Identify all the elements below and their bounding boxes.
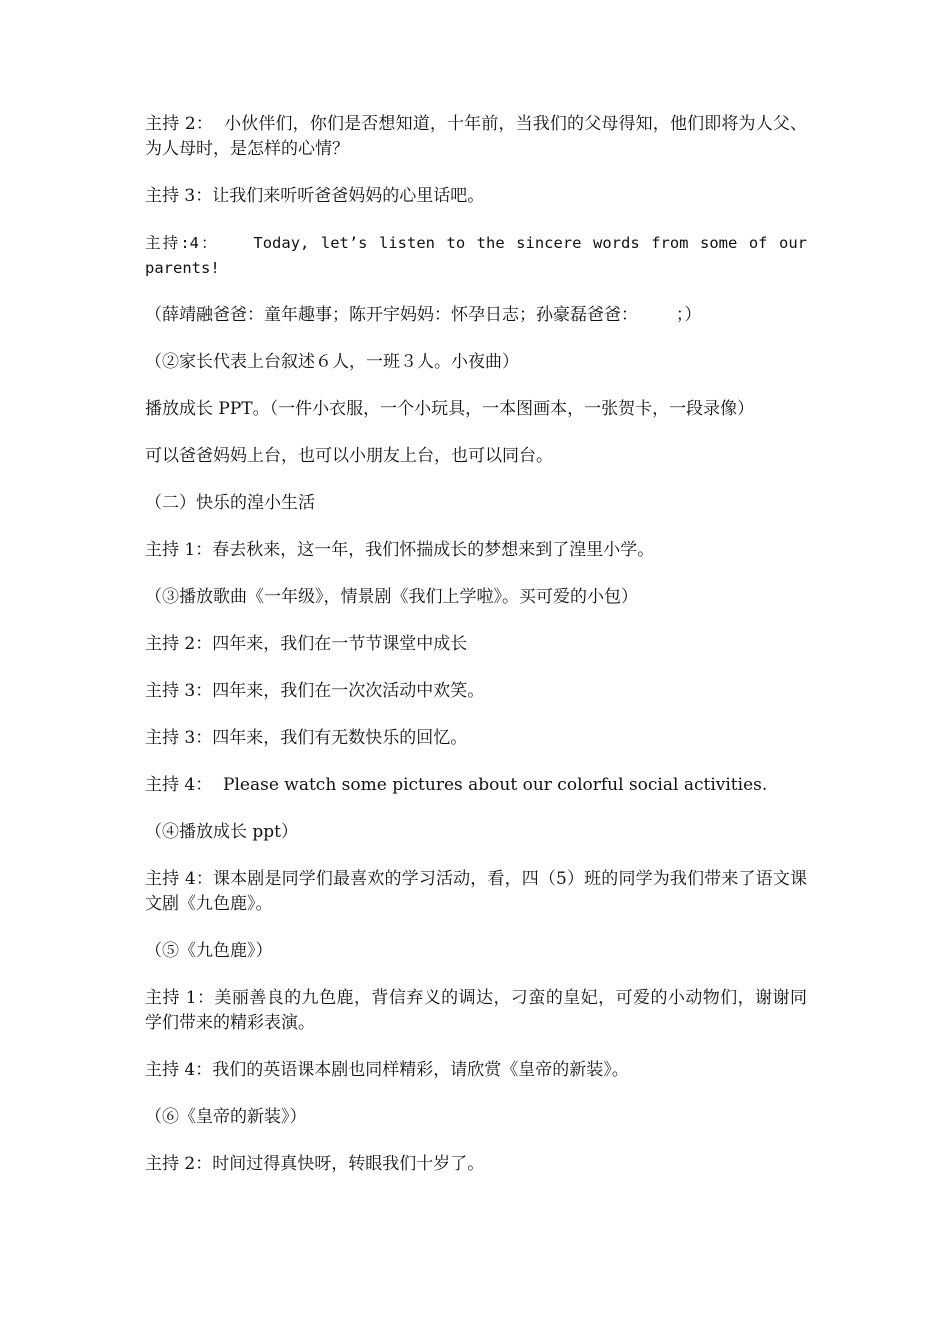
paragraph-parent-list: （薛靖融爸爸：童年趣事；陈开宇妈妈：怀孕日志；孙豪磊爸爸： ；） <box>145 305 702 325</box>
paragraph-growth-ppt: 播放成长 PPT。（一件小衣服，一个小玩具，一本图画本，一张贺卡，一段录像） <box>145 399 755 419</box>
paragraph-host1-thanks: 主持 1：美丽善良的九色鹿，背信弃义的调达，刁蛮的皇妃，可爱的小动物们，谢谢同学们带来的精彩表演。 <box>145 988 807 1033</box>
paragraph-host4-english-pictures: 主持 4： Please watch some pictures about our colorful social activities. <box>145 775 768 795</box>
paragraph-host2-time-flies: 主持 2：时间过得真快呀，转眼我们十岁了。 <box>145 1154 485 1174</box>
paragraph-play-ppt: （④播放成长 ppt） <box>145 822 298 842</box>
paragraph-host1-spring: 主持 1：春去秋来，这一年，我们怀揣成长的梦想来到了湟里小学。 <box>145 540 655 560</box>
paragraph-stage-note: 可以爸爸妈妈上台，也可以小朋友上台，也可以同台。 <box>145 446 553 466</box>
paragraph-parent-representatives: （②家长代表上台叙述６人，一班３人。小夜曲） <box>145 352 519 372</box>
document-body <box>145 112 817 1199</box>
paragraph-host3-activities: 主持 3：四年来，我们在一次次活动中欢笑。 <box>145 681 485 701</box>
paragraph-emperor-new-clothes: （⑥《皇帝的新装》） <box>145 1107 307 1127</box>
section-heading-happy-life: （二）快乐的湟小生活 <box>145 493 315 513</box>
paragraph-host4-textbook-play: 主持 4：课本剧是同学们最喜欢的学习活动，看，四（5）班的同学为我们带来了语文课文剧《九色鹿》。 <box>145 869 807 914</box>
paragraph-host3-listen: 主持 3：让我们来听听爸爸妈妈的心里话吧。 <box>145 186 485 206</box>
paragraph-nine-color-deer: （⑤《九色鹿》） <box>145 941 273 961</box>
paragraph-host4-english-parents: 主持:4： Today, let’s listen to the sincere words from some of our parents! <box>145 234 817 277</box>
paragraph-host2-classroom: 主持 2：四年来，我们在一节节课堂中成长 <box>145 634 468 654</box>
paragraph-host3-memories: 主持 3：四年来，我们有无数快乐的回忆。 <box>145 728 468 748</box>
paragraph-song-play: （③播放歌曲《一年级》，情景剧《我们上学啦》。买可爱的小包） <box>145 587 638 607</box>
paragraph-host4-english-play: 主持 4：我们的英语课本剧也同样精彩，请欣赏《皇帝的新装》。 <box>145 1060 629 1080</box>
paragraph-host2-question: 主持 2： 小伙伴们，你们是否想知道，十年前，当我们的父母得知，他们即将为人父、为人母时，是怎样的心情？ <box>145 114 807 159</box>
